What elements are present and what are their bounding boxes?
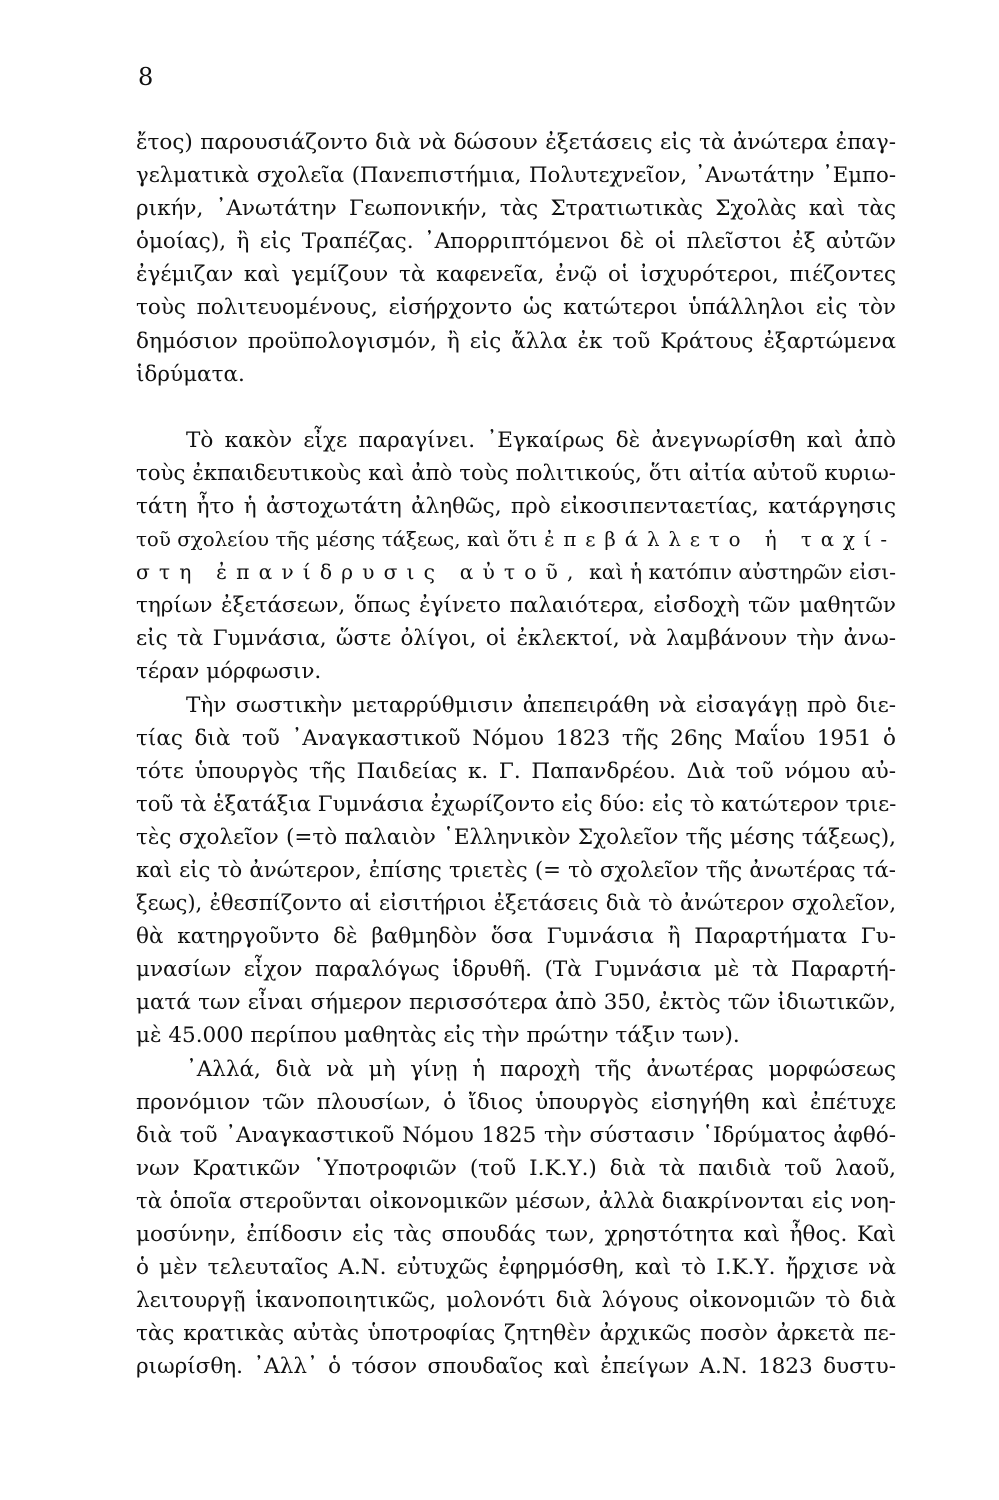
text-line: ὁμοίας), ἢ εἰς Τραπέζας. ᾿Απορριπτόμενοι δὲ οἱ πλεῖστοι ἐξ αὐτῶν [136,229,896,255]
text-line [136,523,896,556]
text-line: ματά των εἶναι σήμερον περισσότερα ἀπὸ 350, ἐκτὸς τῶν ἰδιωτικῶν, [136,990,896,1016]
text-line: γελματικὰ σχολεῖα (Πανεπιστήμια, Πολυτεχνεῖον, ᾿Ανωτάτην ᾿Εμπο- [136,163,896,189]
text-line: τοὺς πολιτευομένους, εἰσήρχοντο ὡς κατώτεροι ὑπάλληλοι εἰς τὸν [136,295,896,321]
text-line [136,556,896,589]
text-line: τότε ὑπουργὸς τῆς Παιδείας κ. Γ. Παπανδρέου. Διὰ τοῦ νόμου αὐ- [136,758,896,784]
text-line: θὰ κατηργοῦντο δὲ βαθμηδὸν ὅσα Γυμνάσια ἢ Παραρτήματα Γυ- [136,924,896,950]
paragraph [136,424,896,689]
text-line: μὲ 45.000 περίπου μαθητὰς εἰς τὴν πρώτην τάξιν των). [136,1023,740,1049]
text-line: ἐγέμιζαν καὶ γεμίζουν τὰ καφενεῖα, ἐνῷ οἱ ἰσχυρότεροι, πιέζοντες [136,262,896,288]
text-segment: τοῦ σχολείου τῆς μέσης τάξεως, καὶ ὅτι [136,528,538,552]
paragraph [136,1053,896,1384]
text-line: τέραν μόρφωσιν. [136,659,322,685]
text-line: τίας διὰ τοῦ ᾿Αναγκαστικοῦ Νόμου 1823 τῆς 26ης Μαΐου 1951 ὁ [136,725,896,751]
text-line: ὁ μὲν τελευταῖος Α.Ν. εὐτυχῶς ἐφηρμόσθη, καὶ τὸ Ι.Κ.Υ. ἤρχισε νὰ [136,1255,896,1281]
text-line: ἔτος) παρουσιάζοντο διὰ νὰ δώσουν ἐξετάσεις εἰς τὰ ἀνώτερα ἐπαγ- [136,130,896,155]
text-line: τάτη ἦτο ἡ ἀστοχωτάτη ἀληθῶς, πρὸ εἰκοσιπενταετίας, κατάργησις [136,493,896,519]
text-line: ξεως), ἐθεσπίζοντο αἱ εἰσιτήριοι ἐξετάσεις διὰ τὸ ἀνώτερον σχολεῖον, [136,891,896,916]
page-number: 8 [138,63,154,91]
text-line: Τὸ κακὸν εἶχε παραγίνει. ᾿Εγκαίρως δὲ ἀνεγνωρίσθη καὶ ἀπὸ [186,427,896,453]
text-line: δημόσιον προϋπολογισμόν, ἢ εἰς ἄλλα ἐκ τοῦ Κράτους ἐξαρτώμενα [136,328,896,354]
text-line: τοῦ τὰ ἑξατάξια Γυμνάσια ἐχωρίζοντο εἰς δύο: εἰς τὸ κατώτερον τριε- [136,791,897,817]
text-line: τὰς κρατικὰς αὐτὰς ὑποτροφίας ζητηθὲν ἀρχικῶς ποσὸν ἀρκετὰ πε- [136,1321,896,1347]
paragraph [136,689,896,1053]
text-line: τηρίων ἐξετάσεων, ὅπως ἐγίνετο παλαιότερα, εἰσδοχὴ τῶν μαθητῶν [136,593,896,619]
text-line: εἰς τὰ Γυμνάσια, ὥστε ὀλίγοι, οἱ ἐκλεκτοί, νὰ λαμβάνουν τὴν ἀνω- [136,626,896,652]
text-line: ρικήν, ᾿Ανωτάτην Γεωπονικήν, τὰς Στρατιωτικὰς Σχολὰς καὶ τὰς [136,196,896,222]
text-line: ἱδρύματα. [136,361,245,387]
text-line: τοὺς ἐκπαιδευτικοὺς καὶ ἀπὸ τοὺς πολιτικούς, ὅτι αἰτία αὐτοῦ κυριω- [136,460,896,486]
text-line: μνασίων εἶχον παραλόγως ἱδρυθῆ. (Τὰ Γυμνάσια μὲ τὰ Παραρτή- [136,957,896,983]
text-line: λειτουργῇ ἱκανοποιητικῶς, μολονότι διὰ λόγους οἰκονομιῶν τὸ διὰ [136,1288,896,1314]
text-line: Τὴν σωστικὴν μεταρρύθμισιν ἀπεπειράθη νὰ εἰσαγάγῃ πρὸ διε- [186,692,896,718]
paragraph-gap [136,391,896,424]
text-line: τὲς σχολεῖον (=τὸ παλαιὸν ῾Ελληνικὸν Σχολεῖον τῆς μέσης τάξεως), [136,824,896,850]
text-line: μοσύνην, ἐπίδοσιν εἰς τὰς σπουδάς των, χρηστότητα καὶ ἦθος. Καὶ [136,1222,896,1247]
emphasized-text: στη ἐπανίδρυσις αὐτοῦ, [136,560,583,585]
text-line: ριωρίσθη. ᾿Αλλ᾿ ὁ τόσον σπουδαῖος καὶ ἐπείγων Α.Ν. 1823 δυστυ- [136,1354,896,1380]
body-text [136,126,896,1383]
text-segment: καὶ ἡ κατόπιν αὐστηρῶν εἰσι- [589,560,897,585]
paragraph [136,126,896,391]
text-line: προνόμιον τῶν πλουσίων, ὁ ἴδιος ὑπουργὸς εἰσηγήθη καὶ ἐπέτυχε [136,1089,896,1115]
emphasized-text: ἐπεβάλλετο ἡ ταχί- [543,528,896,552]
text-line: τὰ ὁποῖα στεροῦνται οἰκονομικῶν μέσων, ἀλλὰ διακρίνονται εἰς νοη- [136,1188,896,1214]
text-line: ᾿Αλλά, διὰ νὰ μὴ γίνῃ ἡ παροχὴ τῆς ἀνωτέρας μορφώσεως [186,1056,896,1082]
text-line: καὶ εἰς τὸ ἀνώτερον, ἐπίσης τριετὲς (= τὸ σχολεῖον τῆς ἀνωτέρας τά- [136,857,896,883]
text-line: διὰ τοῦ ᾿Αναγκαστικοῦ Νόμου 1825 τὴν σύστασιν ῾Ιδρύματος ἀφθό- [136,1122,896,1148]
text-line: νων Κρατικῶν ῾Υποτροφιῶν (τοῦ Ι.Κ.Υ.) διὰ τὰ παιδιὰ τοῦ λαοῦ, [136,1155,896,1181]
